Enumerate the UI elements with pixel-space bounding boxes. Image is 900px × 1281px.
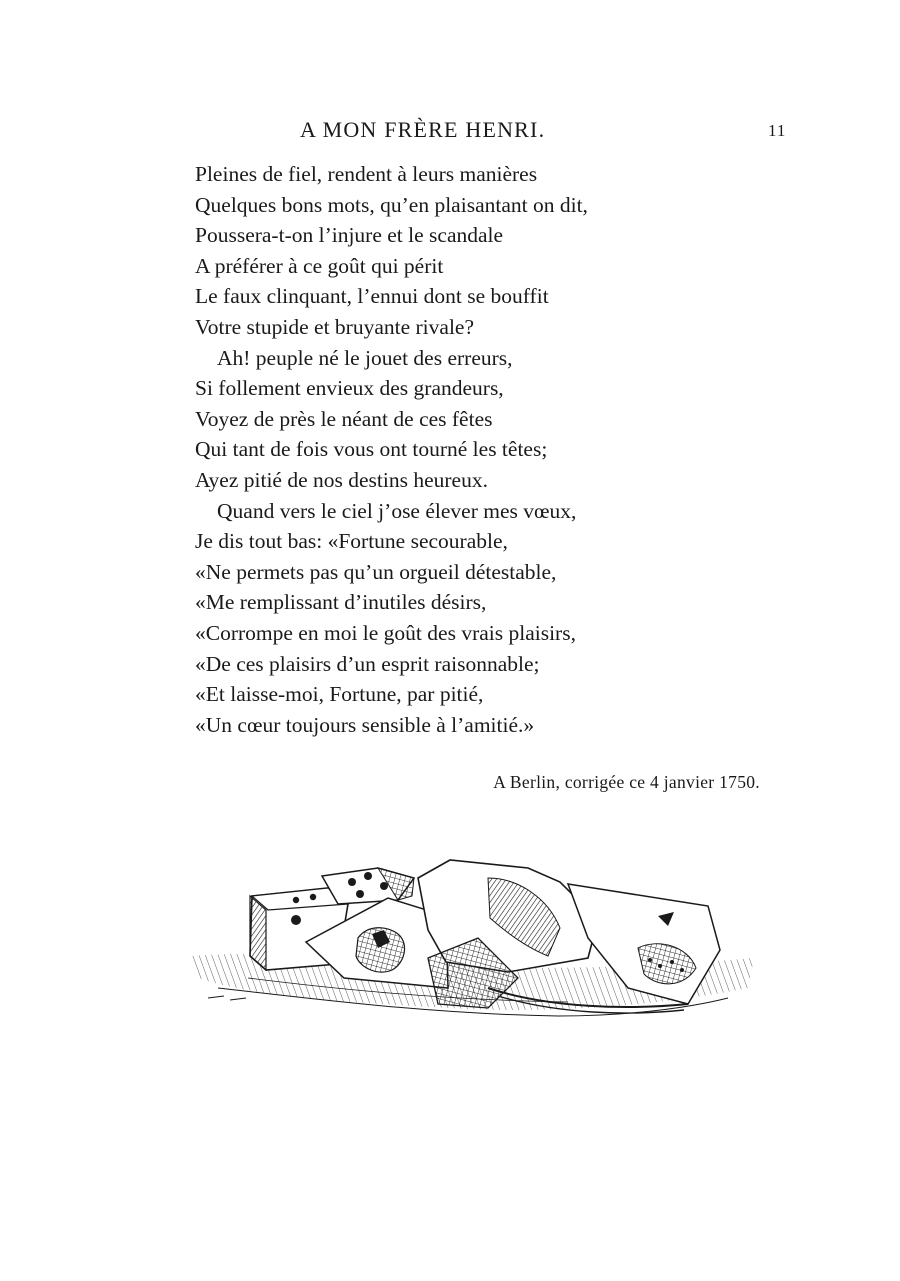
running-title: A MON FRÈRE HENRI.	[300, 117, 546, 142]
verse-line: «Me remplissant d’inutiles désirs,	[195, 590, 487, 615]
verse-line: «Un cœur toujours sensible à l’amitié.»	[195, 712, 535, 737]
verse-line: «Ne permets pas qu’un orgueil détestable,	[195, 559, 557, 584]
verse-line: «Corrompe en moi le goût des vrais plaisirs,	[195, 620, 576, 645]
verse-line: Je dis tout bas: «Fortune secourable,	[195, 529, 508, 554]
verse-line: «De ces plaisirs d’un esprit raisonnable;	[195, 651, 540, 676]
verse-line: Le faux clinquant, l’ennui dont se bouffit	[195, 284, 549, 309]
running-head	[0, 117, 900, 147]
verse-line: Quelques bons mots, qu’en plaisantant on dit,	[195, 192, 588, 217]
page-number: 11	[768, 121, 787, 140]
verse-line: Si follement envieux des grandeurs,	[195, 376, 504, 401]
verse-line: Ah! peuple né le jouet des erreurs,	[217, 345, 513, 370]
verse-line: Votre stupide et bruyante rivale?	[195, 314, 475, 339]
dateline-signature: A Berlin, corrigée ce 4 janvier 1750.	[493, 772, 760, 792]
verse-line: Qui tant de fois vous ont tourné les têtes;	[195, 437, 548, 462]
verse-line: Pleines de fiel, rendent à leurs manières	[195, 162, 538, 186]
verse-line: «Et laisse-moi, Fortune, par pitié,	[195, 682, 484, 707]
die-back-icon	[322, 868, 414, 904]
verse-line: Voyez de près le néant de ces fêtes	[195, 406, 493, 431]
vignette-dice-and-cards-illustration	[188, 838, 758, 1028]
verse-line: A préférer à ce goût qui périt	[195, 253, 444, 278]
poem-body	[195, 159, 815, 740]
verse-line: Poussera-t-on l’injure et le scandale	[195, 223, 504, 248]
verse-line: Ayez pitié de nos destins heureux.	[195, 467, 488, 492]
verse-line: Quand vers le ciel j’ose élever mes vœux,	[217, 498, 577, 523]
